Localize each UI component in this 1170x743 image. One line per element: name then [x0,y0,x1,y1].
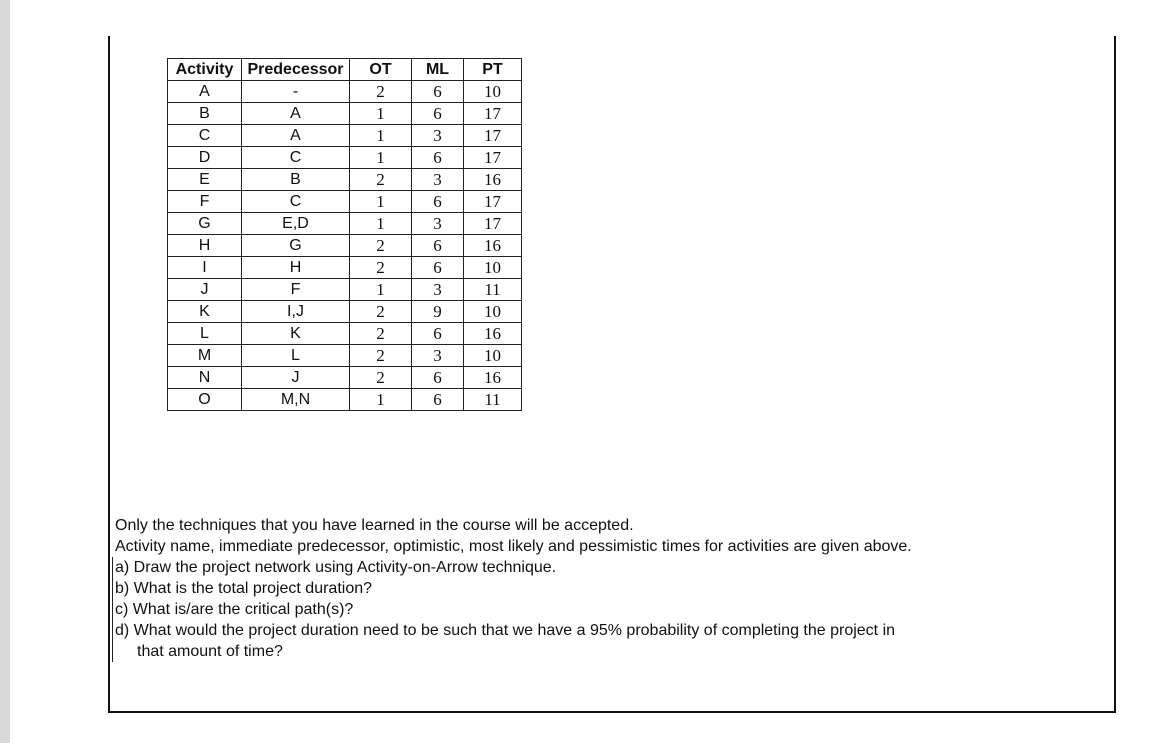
cell-pt: 17 [464,147,522,169]
cell-ot: 1 [350,279,412,301]
cell-ml: 3 [412,125,464,147]
cell-ot: 2 [350,169,412,191]
table-header-row [168,59,522,81]
header-pt: PT [464,59,522,81]
table-row [168,345,522,367]
cell-predecessor: H [242,257,350,279]
question-d: d) What would the project duration need to be such that we have a 95% probability of completing the project in [115,622,896,639]
cell-ml: 6 [412,103,464,125]
cell-ml: 3 [412,279,464,301]
cell-activity: M [168,345,242,367]
cell-predecessor: B [242,169,350,191]
table-row [168,191,522,213]
header-ml: ML [412,59,464,81]
cell-predecessor: M,N [242,389,350,411]
cell-predecessor: E,D [242,213,350,235]
cell-predecessor: J [242,367,350,389]
page-left-gutter [0,0,10,743]
cell-predecessor: F [242,279,350,301]
table-row [168,147,522,169]
cell-pt: 10 [464,81,522,103]
cell-pt: 11 [464,279,522,301]
cell-activity: G [168,213,242,235]
cell-predecessor: L [242,345,350,367]
table-row [168,257,522,279]
cell-pt: 16 [464,367,522,389]
cell-ml: 6 [412,389,464,411]
table-row [168,81,522,103]
cell-predecessor: K [242,323,350,345]
description-line: Activity name, immediate predecessor, optimistic, most likely and pessimistic times for activities are given above. [115,538,912,555]
table-row [168,169,522,191]
cell-ml: 6 [412,191,464,213]
table-body [168,81,522,411]
cell-ot: 2 [350,257,412,279]
question-text [115,515,1105,662]
cell-pt: 17 [464,191,522,213]
table-row [168,279,522,301]
cell-predecessor: A [242,103,350,125]
table-row [168,125,522,147]
question-d-continuation: that amount of time? [137,643,283,660]
cell-pt: 11 [464,389,522,411]
cell-ml: 3 [412,213,464,235]
question-margin-line [112,557,113,662]
cell-ot: 1 [350,125,412,147]
table-row [168,367,522,389]
cell-activity: C [168,125,242,147]
cell-ot: 1 [350,191,412,213]
cell-ml: 6 [412,81,464,103]
cell-activity: N [168,367,242,389]
cell-pt: 17 [464,125,522,147]
question-c: c) What is/are the critical path(s)? [115,601,354,618]
question-b: b) What is the total project duration? [115,580,373,597]
cell-ot: 1 [350,213,412,235]
cell-activity: I [168,257,242,279]
cell-ml: 6 [412,323,464,345]
cell-activity: E [168,169,242,191]
cell-ml: 6 [412,257,464,279]
cell-activity: F [168,191,242,213]
header-predecessor: Predecessor [242,59,350,81]
cell-ml: 6 [412,235,464,257]
question-list [115,557,1105,662]
cell-ot: 1 [350,147,412,169]
cell-activity: A [168,81,242,103]
cell-pt: 17 [464,213,522,235]
activity-table [167,58,522,411]
cell-ot: 1 [350,103,412,125]
cell-ot: 2 [350,323,412,345]
cell-pt: 16 [464,323,522,345]
cell-ot: 2 [350,235,412,257]
cell-ot: 2 [350,367,412,389]
cell-predecessor: - [242,81,350,103]
cell-activity: J [168,279,242,301]
cell-ml: 9 [412,301,464,323]
cell-ml: 3 [412,169,464,191]
cell-pt: 10 [464,301,522,323]
cell-activity: B [168,103,242,125]
table-row [168,389,522,411]
table-row [168,235,522,257]
cell-activity: K [168,301,242,323]
header-ot: OT [350,59,412,81]
header-activity: Activity [168,59,242,81]
cell-pt: 16 [464,235,522,257]
table-row [168,103,522,125]
cell-predecessor: A [242,125,350,147]
cell-ot: 2 [350,345,412,367]
cell-ml: 3 [412,345,464,367]
cell-pt: 17 [464,103,522,125]
table-row [168,213,522,235]
cell-predecessor: C [242,191,350,213]
cell-pt: 10 [464,257,522,279]
cell-activity: D [168,147,242,169]
table-row [168,323,522,345]
question-a: a) Draw the project network using Activity-on-Arrow technique. [115,559,557,576]
cell-predecessor: C [242,147,350,169]
cell-ml: 6 [412,147,464,169]
cell-activity: H [168,235,242,257]
cell-predecessor: I,J [242,301,350,323]
instruction-line: Only the techniques that you have learned in the course will be accepted. [115,517,634,534]
table-row [168,301,522,323]
cell-ot: 1 [350,389,412,411]
cell-pt: 16 [464,169,522,191]
cell-ml: 6 [412,367,464,389]
cell-ot: 2 [350,301,412,323]
cell-pt: 10 [464,345,522,367]
cell-activity: O [168,389,242,411]
cell-activity: L [168,323,242,345]
cell-predecessor: G [242,235,350,257]
cell-ot: 2 [350,81,412,103]
